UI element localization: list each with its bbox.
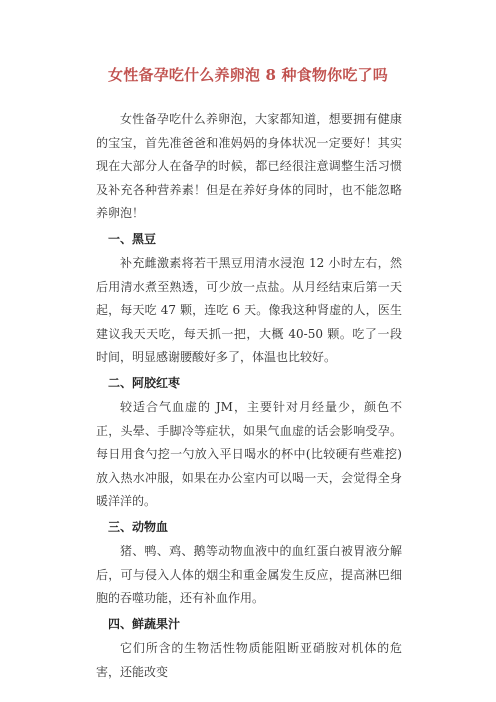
section-animal-blood [96, 516, 402, 611]
section-paragraph: 补充雌激素将若干黑豆用清水浸泡 12 小时左右，然后用清水煮至熟透，可少放一点盐。从月经结束后第一天起，每天吃 47 颗，连吃 6 天。像我这种肾虚的人，医生建议我天天吃，每天抓一把，大概 40-50 颗。吃了一段时间，明显感谢腰酸好多了，体温也比较好。 [96, 256, 402, 364]
section-heading: 二、阿胶红枣 [108, 375, 181, 390]
section-fresh-juice [96, 613, 402, 685]
intro-paragraph: 女性备孕吃什么养卵泡，大家都知道，想要拥有健康的宝宝，首先准爸爸和准妈妈的身体状况一定要好！其实现在大部分人在备孕的时候，都已经很注意调整生活习惯及补充各种营养素！但是在养好身体的同时，也不能忽略养卵泡！ [96, 112, 402, 220]
document-body [96, 108, 402, 684]
document-title: 女性备孕吃什么养卵泡 8 种食物你吃了吗 [108, 66, 388, 84]
section-paragraph: 它们所含的生物活性物质能阻断亚硝胺对机体的危害，还能改变 [96, 641, 402, 679]
section-ejiao-dates [96, 372, 402, 514]
section-paragraph: 较适合气血虚的 JM，主要针对月经量少，颜色不正，头晕、手脚冷等症状，如果气血虚的话会影响受孕。每日用食勺挖一勺放入平日喝水的杯中(比较硬有些难挖)放入热水冲服，如果在办公室内可以喝一天，会觉得全身暖洋洋的。 [96, 400, 402, 508]
section-heading: 三、动物血 [108, 519, 169, 534]
section-black-bean [96, 228, 402, 370]
section-heading: 一、黑豆 [108, 231, 157, 246]
section-paragraph: 猪、鸭、鸡、鹅等动物血液中的血红蛋白被胃液分解后，可与侵入人体的烟尘和重金属发生反应，提高淋巴细胞的吞噬功能，还有补血作用。 [96, 544, 402, 605]
section-heading: 四、鲜蔬果汁 [108, 616, 181, 631]
